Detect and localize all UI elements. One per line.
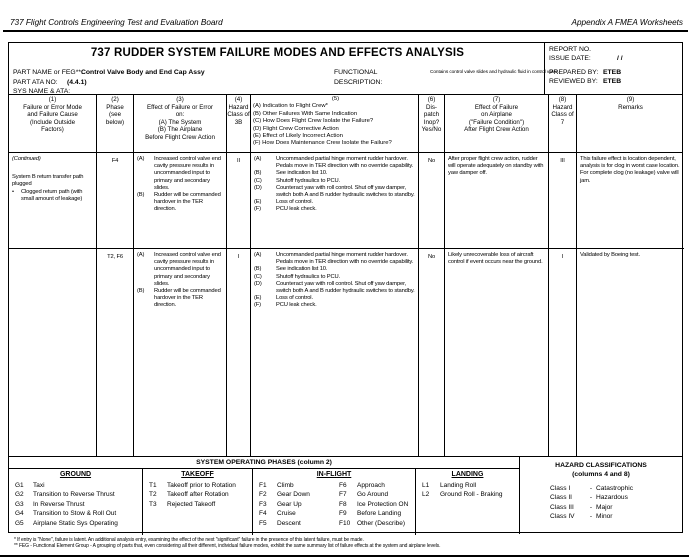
cell-failure-mode	[9, 153, 97, 249]
header-rule	[3, 30, 688, 32]
column-header-row	[9, 95, 682, 153]
column-header-line: (Include Outside	[29, 118, 76, 126]
item-letter: (A)	[137, 156, 145, 162]
column-header-line: Failure or Error Mode	[23, 103, 82, 111]
phase-label: Rejected Takeoff	[167, 500, 216, 508]
cell-remarks: This failure effect is location dependent, analysis is for clog in worst case location. For complete clog (no leakage) valve will jam.	[577, 153, 684, 249]
phase-item	[15, 500, 142, 509]
phase-item	[259, 519, 339, 528]
cell-dispatch: No	[419, 153, 445, 249]
column-header-line: Inop?	[423, 118, 440, 126]
item-letter: (D)	[254, 184, 262, 191]
hazard-class-dash: -	[589, 503, 593, 511]
phase-code: L2	[422, 491, 430, 499]
cell-effect-after: After proper flight crew action, rudder will operate adequately on standby with yaw damper off.	[445, 153, 549, 249]
column-header-line: 3B	[234, 118, 243, 126]
cell-hazard-class-7: I	[549, 249, 577, 456]
item-letter: (A)	[254, 156, 262, 162]
column-header-line: (A) The System	[158, 118, 202, 126]
footnotes	[14, 537, 684, 550]
page-bottom-rule	[0, 555, 689, 557]
item-text: PCU leak check.	[276, 302, 317, 309]
phase-item	[422, 481, 519, 490]
item-text: Uncommanded partial hinge moment rudder hardover. Pedals move in TER direction with no override capability.	[276, 252, 414, 266]
column-header-line: (A) Indication to Flight Crew*	[253, 103, 328, 110]
cell-effect	[134, 153, 227, 249]
phase-label: Descent	[277, 519, 301, 527]
report-no-label: REPORT NO.	[549, 46, 592, 53]
column-number-7: (7)	[492, 96, 501, 103]
item-letter: (A)	[254, 252, 262, 258]
phase-code: G2	[15, 491, 24, 499]
item-text: Increased control valve end cavity pressure results in uncommanded input to primary and secondary slides.	[154, 252, 221, 287]
phase-code: F8	[339, 500, 347, 508]
phase-label: Ground Roll - Braking	[440, 491, 503, 499]
part-name-value: Control Valve Body and End Cap Assy	[81, 69, 205, 76]
column-header-line: Yes/No	[421, 126, 442, 133]
indication-item	[254, 206, 415, 213]
phase-item	[259, 500, 339, 509]
column-header-line: (C) How Does Flight Crew Isolate the Failure?	[253, 118, 374, 125]
cell-hazard-class: II	[227, 153, 251, 249]
phase-item	[339, 509, 415, 518]
phase-code: G1	[15, 482, 24, 489]
effect-item	[137, 252, 223, 288]
item-text: Uncommanded partial hinge moment rudder hardover. Pedals move in TER direction with no override capability.	[276, 156, 414, 170]
continued-note: (Continued)	[12, 156, 41, 162]
phase-label: Takeoff after Rotation	[167, 491, 229, 499]
column-number-3: (3)	[176, 96, 184, 103]
item-letter: (A)	[137, 252, 145, 258]
column-header-line: on Airplane	[481, 111, 512, 118]
phase-item	[15, 519, 142, 528]
failure-cause-bullet	[12, 189, 93, 203]
phase-code: T3	[149, 500, 157, 508]
inflight-heading: IN-FLIGHT	[316, 471, 352, 478]
phase-label: Before Landing	[357, 510, 402, 518]
item-text: Increased control valve end cavity pressure results in uncommanded input to primary and secondary slides.	[154, 156, 221, 191]
prepared-by-value: ETEB	[603, 69, 622, 76]
indication-item	[254, 302, 415, 309]
phase-label: In Reverse Thrust	[33, 500, 85, 508]
phase-item	[149, 490, 252, 499]
bullet-text: Clogged return path (with small amount of leakage)	[21, 188, 83, 202]
phase-label: Taxi	[33, 482, 45, 489]
phase-label: Ice Protection ON	[357, 500, 409, 508]
part-ata-value: (4.4.1)	[67, 79, 87, 86]
phase-code: F7	[339, 491, 347, 499]
item-letter: (F)	[254, 206, 261, 213]
column-header-line: Class of	[551, 111, 574, 118]
column-number-9: (9)	[626, 96, 635, 103]
bullet-marker: •	[12, 188, 14, 195]
cell-phase: F4	[97, 153, 134, 249]
indication-item	[254, 281, 415, 295]
phase-label: Other (Describe)	[357, 519, 406, 527]
page-header-left: 737 Flight Controls Engineering Test and Evaluation Board	[10, 18, 223, 27]
phase-code: F4	[259, 510, 267, 518]
cell-hazard-class-7: III	[549, 153, 577, 249]
phase-code: G4	[15, 510, 24, 518]
issue-date-label: ISSUE DATE:	[549, 55, 591, 62]
column-header-7	[445, 95, 549, 152]
cell-remarks: Validated by Boeing test.	[580, 252, 640, 258]
phase-code: T2	[149, 491, 157, 499]
column-header-line: After Flight Crew Action	[464, 126, 529, 133]
cell-failure-mode	[9, 249, 97, 456]
hazard-class-name: Class IV	[550, 513, 575, 521]
phase-code: L1	[422, 482, 430, 489]
phase-code: F1	[259, 482, 267, 489]
phase-code: F2	[259, 491, 267, 499]
item-text: Rudder will be commanded hardover in the TER direction.	[154, 288, 221, 309]
phase-code: G5	[15, 519, 24, 527]
column-header-line: ("Failure Condition")	[468, 118, 525, 126]
item-letter: (F)	[254, 302, 261, 309]
phase-label: Transition to Reverse Thrust	[33, 491, 115, 499]
hazard-class-name: Class III	[550, 503, 574, 511]
item-letter: (C)	[254, 177, 262, 184]
hazard-class-dash: -	[589, 513, 593, 521]
title-block	[9, 43, 682, 95]
phase-item	[15, 490, 142, 499]
hazard-class-label: Minor	[596, 513, 613, 521]
column-header-line: Hazard	[552, 103, 573, 111]
phase-group-takeoff	[143, 469, 253, 535]
phase-item	[149, 500, 252, 509]
hazard-class-item	[550, 493, 682, 502]
footnote-1: * If entry is "None", failure is latent. An additional analysis entry, examining the effect of the next "significant" failure in the presence of this latent failure, must be made.	[14, 537, 364, 543]
column-header-line: and Failure Cause	[27, 111, 78, 118]
phase-item	[259, 481, 339, 490]
phase-label: Gear Down	[277, 491, 310, 499]
column-header-line: below)	[105, 118, 125, 126]
functional-label-line1: FUNCTIONAL	[334, 69, 378, 76]
column-header-line: Before Flight Crew Action	[145, 133, 215, 141]
reviewed-by-value: ETEB	[603, 78, 622, 85]
ground-heading: GROUND	[59, 471, 92, 478]
column-header-line: Class of	[227, 111, 250, 118]
indication-item	[254, 170, 415, 177]
column-header-line: patch	[423, 111, 440, 118]
item-text: Shutoff hydraulics to PCU.	[276, 273, 340, 280]
hazard-class-item	[550, 503, 682, 512]
fmea-worksheet	[8, 42, 683, 533]
phase-label: Takeoff prior to Rotation	[167, 482, 236, 489]
phase-item	[339, 500, 415, 509]
column-number-4: (4)	[234, 96, 243, 103]
column-header-line: (E) Effect of Likely Incorrect Action	[253, 133, 343, 140]
phase-item	[339, 519, 415, 528]
column-header-line: Dis-	[426, 103, 437, 111]
cell-indication	[251, 153, 419, 249]
functional-description: Contains control valve slides and hydraulic fluid in control valve.	[430, 70, 559, 75]
sys-name-label: SYS NAME & ATA:	[13, 88, 71, 95]
column-header-line: Factors)	[41, 126, 64, 133]
cell-hazard-class: I	[227, 249, 251, 456]
column-header-line: (B) Other Failures With Same Indication	[253, 110, 358, 117]
phase-item	[15, 509, 142, 518]
column-header-6	[419, 95, 445, 152]
hazard-class-dash: -	[589, 485, 593, 492]
part-ata-label: PART ATA NO:	[13, 79, 58, 86]
hazard-title-line1: HAZARD CLASSIFICATIONS	[555, 462, 647, 469]
column-header-line: Effect of Failure	[474, 103, 519, 111]
item-text: See indication list 10.	[276, 266, 328, 273]
column-header-line: Effect of Failure or Error	[147, 103, 213, 111]
item-text: Loss of control.	[276, 295, 313, 302]
column-header-9	[577, 95, 684, 152]
indication-item	[254, 252, 415, 266]
operating-phases-title: SYSTEM OPERATING PHASES (column 2)	[9, 457, 519, 469]
column-header-line: 7	[560, 118, 565, 126]
column-header-line: (D) Flight Crew Corrective Action	[253, 125, 339, 132]
item-letter: (B)	[137, 192, 145, 199]
item-text: Counteract yaw with roll control. Shut off yaw damper, switch both A and B rudder hydraulic switches to standby.	[276, 184, 415, 199]
column-number-1: (1)	[48, 96, 57, 103]
phase-code: T1	[149, 482, 157, 489]
phase-item	[15, 481, 142, 490]
phase-item	[259, 490, 339, 499]
phase-label: Transition to Stow & Roll Out	[33, 510, 117, 518]
item-letter: (C)	[254, 273, 262, 280]
indication-item	[254, 199, 415, 206]
hazard-class-label: Catastrophic	[596, 485, 634, 492]
effect-item	[137, 156, 223, 192]
worksheet-title: 737 RUDDER SYSTEM FAILURE MODES AND EFFECTS ANALYSIS	[90, 47, 465, 59]
effect-item	[137, 288, 223, 310]
indication-item	[254, 295, 415, 302]
column-header-1	[9, 95, 97, 152]
column-number-6: (6)	[427, 96, 436, 103]
item-letter: (B)	[137, 288, 145, 295]
column-header-line: (see	[108, 111, 122, 118]
phase-label: Approach	[357, 482, 385, 489]
phase-item	[259, 509, 339, 518]
item-text: Rudder will be commanded hardover in the TER direction.	[154, 192, 221, 213]
item-text: Shutoff hydraulics to PCU.	[276, 177, 340, 184]
operating-phases-grid	[9, 469, 519, 535]
hazard-class-item	[550, 512, 682, 521]
phase-label: Cruise	[277, 510, 296, 518]
column-header-2	[97, 95, 134, 152]
hazard-class-name: Class I	[550, 485, 571, 492]
column-header-line: Remarks	[618, 103, 643, 111]
column-number-2: (2)	[111, 96, 119, 103]
phase-item	[339, 490, 415, 499]
phase-label: Go Around	[357, 491, 389, 499]
page-header-right: Appendix A FMEA Worksheets	[571, 18, 683, 27]
column-header-line: (B) The Airplane	[157, 126, 203, 133]
phase-group-ground	[9, 469, 143, 535]
hazard-title-line2: (columns 4 and 8)	[572, 470, 630, 478]
phase-label: Landing Roll	[440, 482, 477, 489]
cell-effect	[134, 249, 227, 456]
item-letter: (D)	[254, 280, 262, 287]
item-letter: (B)	[254, 170, 262, 177]
phase-code: F3	[259, 500, 267, 508]
phase-label: Airplane Static Sys Operating	[33, 519, 118, 527]
data-rows	[9, 153, 682, 456]
item-text: See indication list 10.	[276, 170, 328, 177]
indication-item	[254, 178, 415, 185]
indication-item	[254, 185, 415, 199]
column-header-line: on:	[175, 111, 185, 118]
footnote-2: ** FEG - Functional Element Group - A grouping of parts that, even considering all their different, individual failure modes, exhibit the same summary list of failure effects at the system and airplane levels.	[14, 543, 441, 550]
part-name-label: PART NAME or FEG**:	[13, 69, 83, 76]
indication-item	[254, 274, 415, 281]
phase-item	[149, 481, 252, 490]
hazard-class-label: Major	[596, 503, 613, 511]
phase-code: G3	[15, 500, 24, 508]
hazard-class-name: Class II	[550, 494, 572, 502]
operating-phases	[9, 457, 519, 534]
phase-code: F6	[339, 482, 347, 489]
hazard-class-item	[550, 484, 682, 493]
phase-code: F9	[339, 510, 347, 518]
cell-phase: T2, F6	[97, 249, 134, 456]
takeoff-heading: TAKEOFF	[181, 471, 214, 478]
item-letter: (E)	[254, 199, 262, 206]
phase-group-landing	[416, 469, 519, 535]
report-box	[544, 43, 682, 95]
column-header-4	[227, 95, 251, 152]
hazard-class-label: Hazardous	[596, 494, 628, 502]
phase-label: Gear Up	[277, 500, 302, 508]
phase-group-inflight	[253, 469, 416, 535]
item-text: PCU leak check.	[276, 206, 317, 213]
hazard-classifications	[519, 457, 682, 534]
failure-mode-text: System B return transfer path plugged	[12, 174, 84, 188]
phase-item	[339, 481, 415, 490]
functional-label-line2: DESCRIPTION:	[334, 79, 383, 86]
hazard-class-dash: -	[589, 494, 593, 502]
column-header-line: (F) How Does Maintenance Crew Isolate the Failure?	[253, 140, 392, 147]
column-header-3	[134, 95, 227, 152]
legend-section	[9, 456, 682, 534]
item-letter: (E)	[254, 295, 262, 302]
column-header-line: Hazard	[228, 103, 249, 111]
item-letter: (B)	[254, 266, 262, 273]
indication-item	[254, 266, 415, 273]
item-text: Counteract yaw with roll control. Shut off yaw damper, switch both A and B rudder hydraulic switches to standby.	[276, 280, 415, 295]
cell-dispatch: No	[419, 249, 445, 456]
phase-code: F5	[259, 519, 267, 527]
landing-heading: LANDING	[451, 471, 484, 478]
cell-effect-after: Likely unrecoverable loss of aircraft control if event occurs near the ground.	[445, 249, 549, 456]
phase-item	[422, 490, 519, 499]
phase-label: Climb	[277, 482, 294, 489]
column-number-8: (8)	[558, 96, 567, 103]
item-text: Loss of control.	[276, 199, 313, 206]
column-header-5	[251, 95, 419, 152]
reviewed-by-label: REVIEWED BY:	[549, 78, 598, 85]
prepared-by-label: PREPARED BY:	[549, 69, 599, 76]
indication-item	[254, 156, 415, 170]
cell-indication	[251, 249, 419, 456]
column-header-8	[549, 95, 577, 152]
issue-date-value: / /	[617, 55, 623, 62]
column-header-line: Phase	[106, 103, 124, 111]
effect-item	[137, 192, 223, 214]
phase-code: F10	[339, 519, 351, 527]
column-number-5: (5)	[331, 96, 340, 102]
